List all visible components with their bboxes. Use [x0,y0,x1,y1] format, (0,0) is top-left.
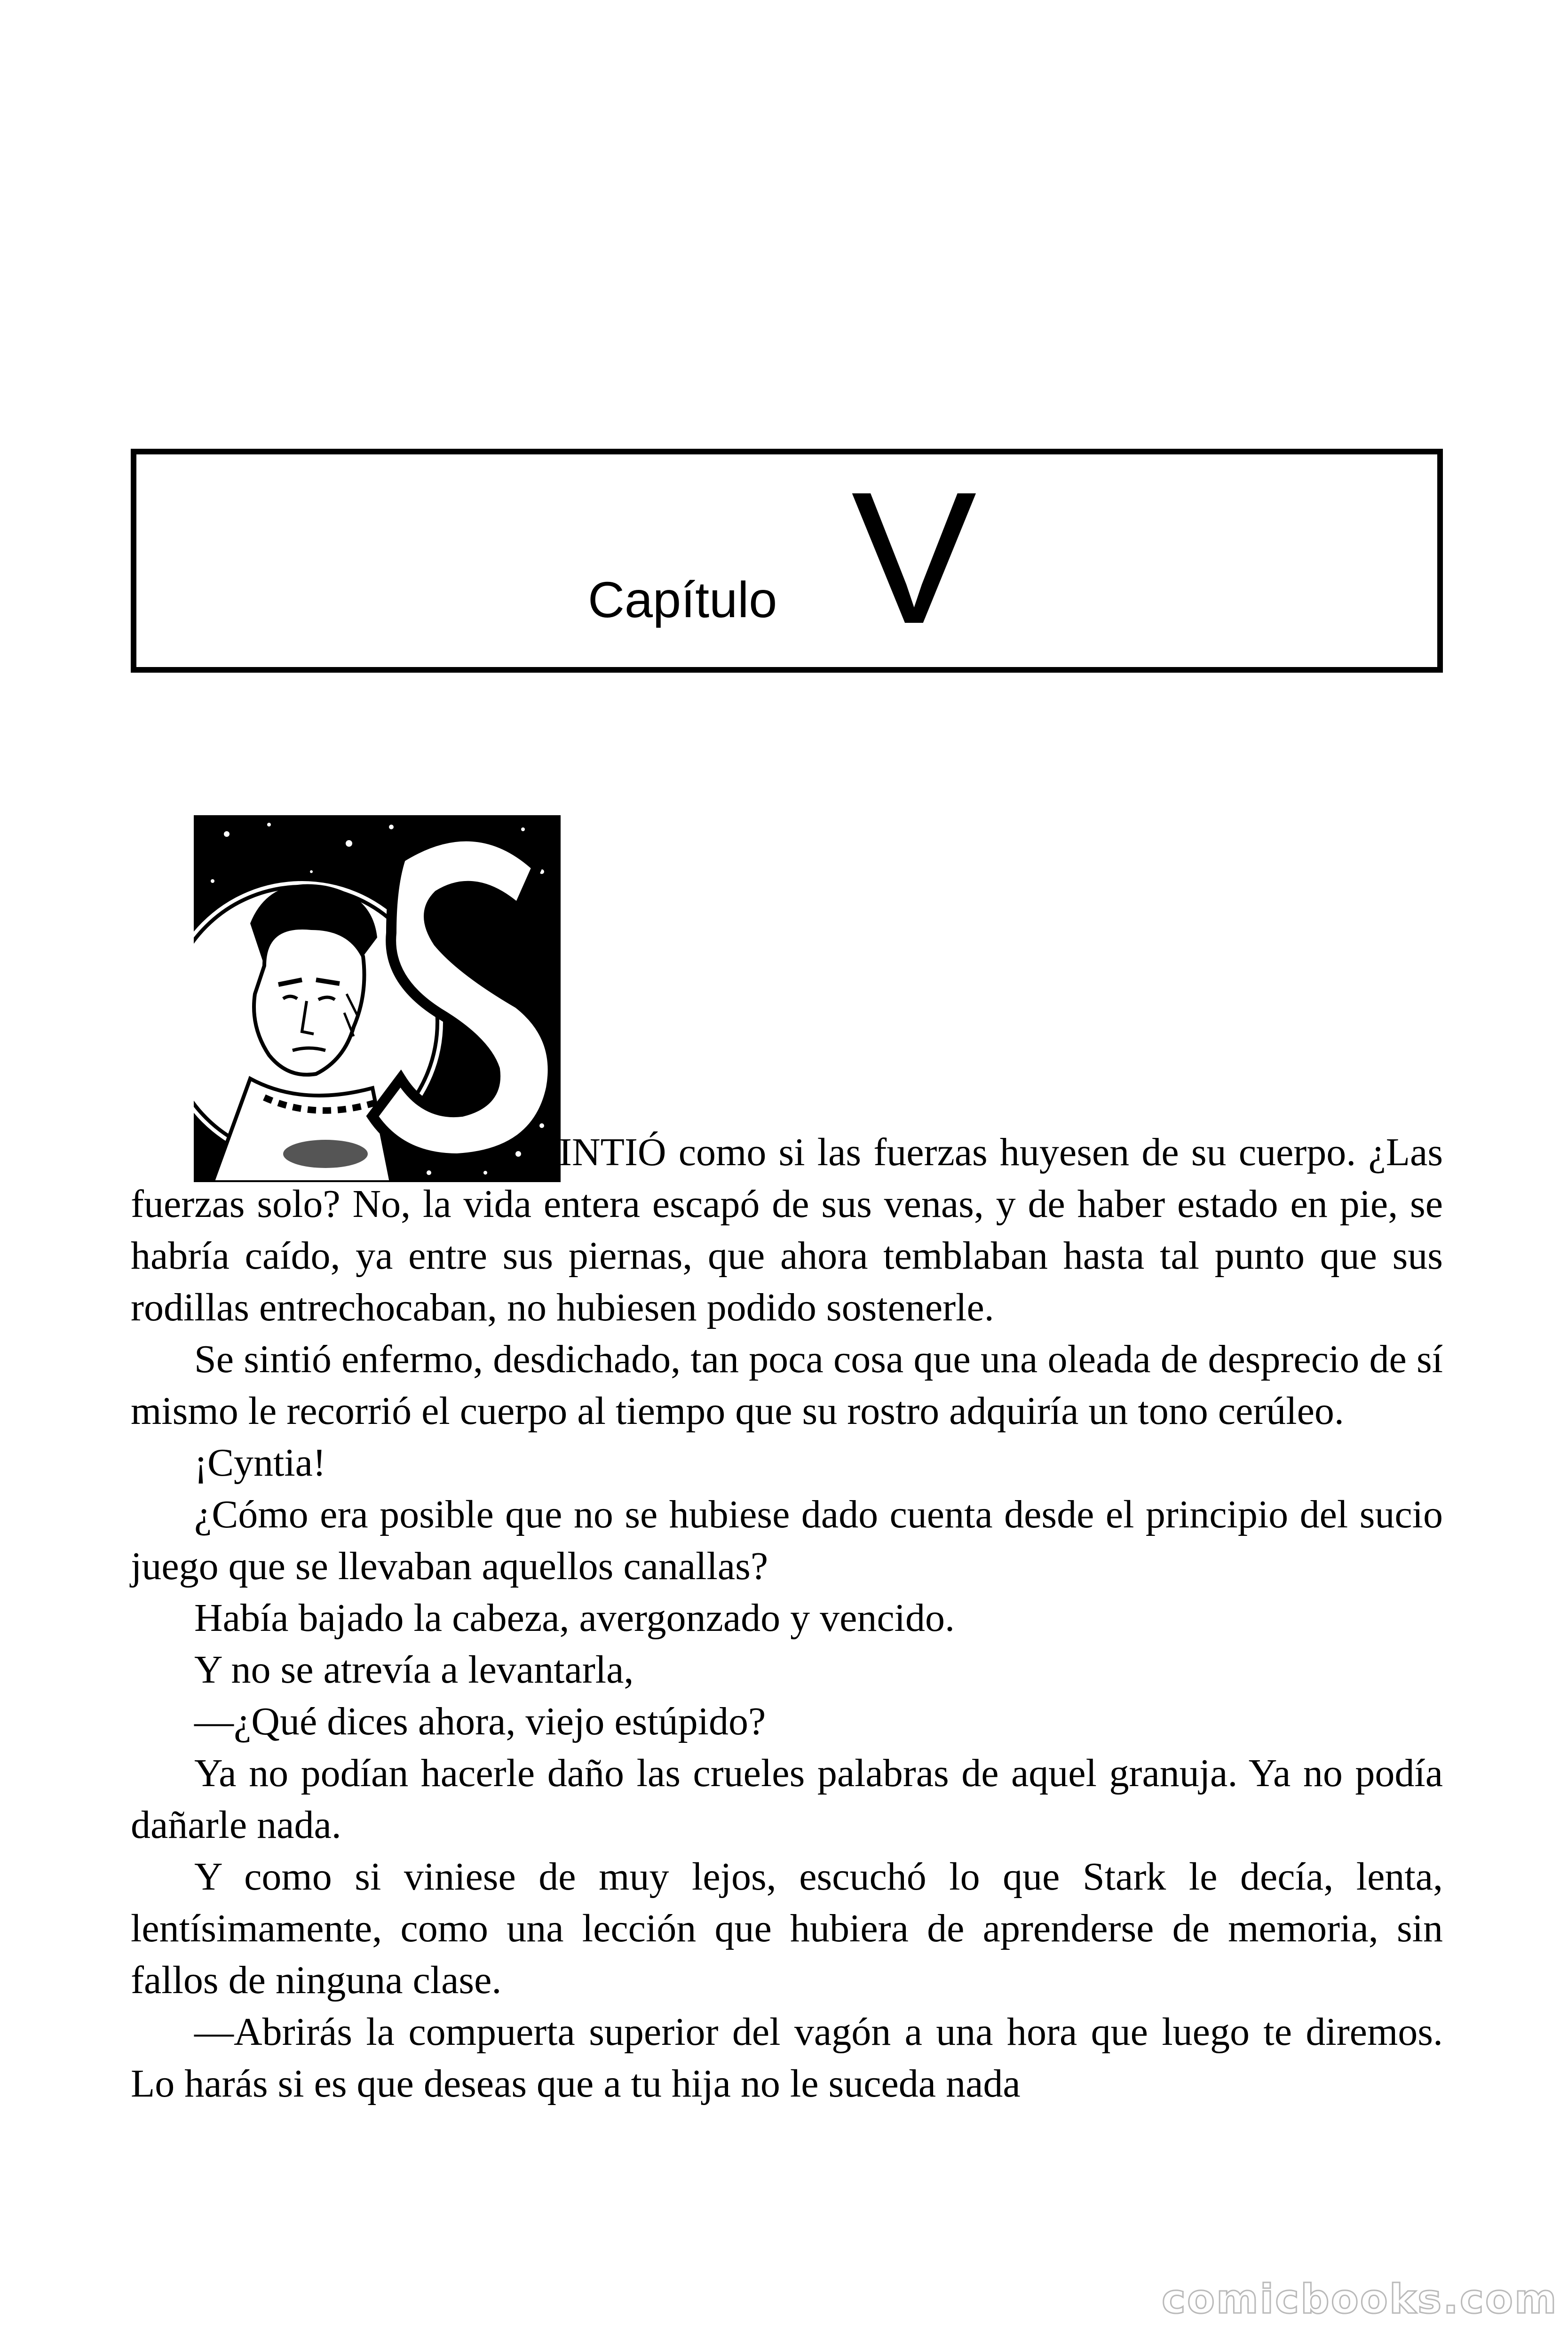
chapter-label: Capítulo [588,571,777,628]
paragraph: —¿Qué dices ahora, viejo estúpido? [194,1700,766,1743]
paragraph: Y como si viniese de muy lejos, escuchó lo que Stark le decía, lenta, lentísimamente, como una lección que hubiera de aprenderse de memoria, sin fallos de ninguna clase. [131,1855,1443,2002]
paragraph: ¡Cyntia! [194,1441,326,1485]
paragraph: Se sintió enfermo, desdichado, tan poca cosa que una oleada de desprecio de sí mismo le recorrió el cuerpo al tiempo que su rostro adquiría un tono cerúleo. [131,1337,1443,1433]
watermark: comicbooks.com [1162,2276,1558,2323]
paragraph: —Abrirás la compuerta superior del vagón a una hora que luego te diremos. Lo harás si es que deseas que a tu hija no le suceda nada [131,2010,1443,2106]
paragraph: Y no se atrevía a levantarla, [194,1648,634,1692]
first-paragraph [131,1127,1443,1334]
first-paragraph-continuation: cuerpo. ¿Las fuerzas solo? No, la vida entera escapó de sus venas, y de haber estado en pie, se habría caído, ya entre sus piernas, que ahora temblaban hasta tal punto que sus rodillas entrechocaban, no hubiesen podido sostenerle. [131,1130,1443,1329]
chapter-number: V [851,453,977,663]
paragraph: Ya no podían hacerle daño las crueles palabras de aquel granuja. Ya no podía dañarle nada. [131,1751,1443,1847]
first-line-text: INTIÓ como si las fuerzas huyesen de su [559,1130,1227,1174]
paragraph: Había bajado la cabeza, avergonzado y vencido. [194,1596,955,1640]
paragraph: ¿Cómo era posible que no se hubiese dado cuenta desde el principio del sucio juego que se llevaban aquellos canallas? [131,1493,1443,1588]
chapter-body-text [131,1127,1443,2110]
chapter-heading-box [131,449,1443,673]
